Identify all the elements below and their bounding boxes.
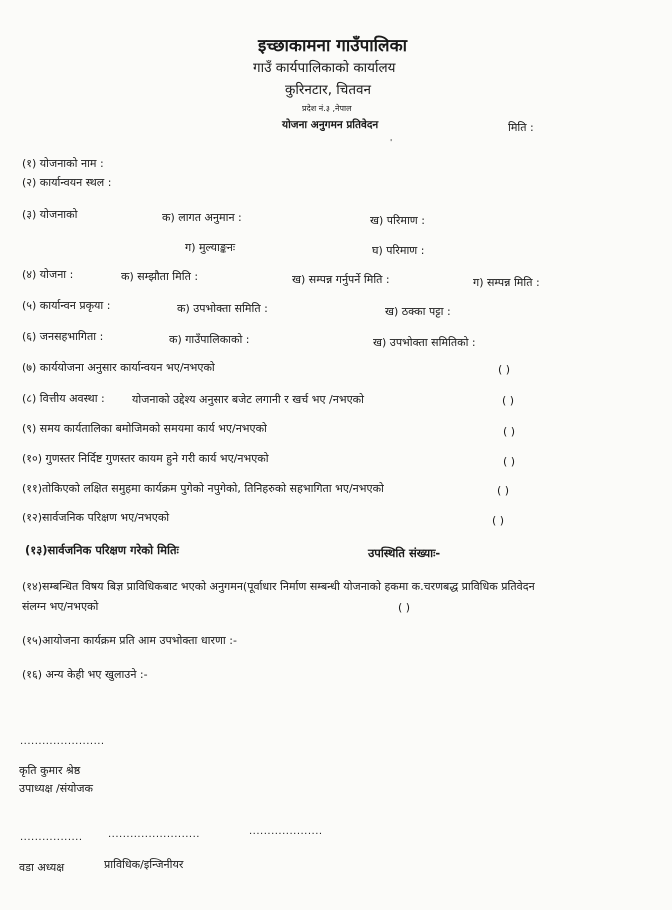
signature-line-technical: ......................... [108,829,200,840]
signer-name: कृति कुमार श्रेष्ठ [19,764,81,777]
check-12: ( ) [492,514,505,527]
field-project: (३) योजनाको [22,208,78,221]
field-other: (१६) अन्य केही भए खुलाउने :- [22,668,148,681]
field-expert-monitoring: (१४)सम्बन्धित विषय बिज्ञ प्राविधिकबाट भएको अनुगमन(पूर्वाधार निर्माण सम्बन्धी योजनाको हकमा क.चरणबद्ध प्राविधिक प्रतिवेदन [22,580,535,593]
signer-role: उपाध्यक्ष /संयोजक [19,782,94,795]
field-expert-attached: संलग्न भए/नभएको [22,600,99,613]
signature-line-third: .................... [249,826,323,837]
field-valuation: ग) मुल्याङ्कनः [185,241,236,254]
field-quantity-2: घ) परिमाण : [372,244,425,257]
field-completion-date: ग) सम्पन्न मिति : [473,276,540,289]
field-implementation-process: (५) कार्यान्वन प्रकृया : [22,299,111,312]
check-7: ( ) [498,363,511,376]
report-title: योजना अनुगमन प्रतिवेदन [282,119,379,131]
field-implementation-site: (२) कार्यान्वयन स्थल : [22,176,112,189]
check-10: ( ) [503,455,516,468]
field-project-dates: (४) योजना : [22,268,74,281]
field-agreement-date: क) सम्झौता मिति : [121,270,199,283]
field-cost-estimate: क) लागत अनुमान : [162,211,242,224]
signature-line-chair: ....................... [20,736,105,747]
field-schedule: (९) समय कार्यतालिका बमोजिमको समयमा कार्य भए/नभएको [22,422,267,435]
field-quality: (१०) गुणस्तर निर्दिष्ट गुणस्तर कायम हुने गरी कार्य भए/नभएको [22,452,269,465]
field-public-participation: (६) जनसहभागिता : [22,330,104,343]
field-municipality-share: क) गाउँपालिकाको : [169,333,250,346]
check-14: ( ) [398,601,411,614]
signature-line-ward: ................. [20,832,83,843]
field-project-name: (१) योजनाको नाम : [22,157,104,170]
field-attendance: उपस्थिति संख्याः- [368,546,441,560]
field-quantity-1: ख) परिमाण : [370,214,425,227]
ward-chair-label: वडा अध्यक्ष [19,861,65,874]
field-audit-date: (१३)सार्वजनिक परिक्षण गरेको मितिः [25,543,179,557]
technical-label: प्राविधिक/इन्जिनीयर [104,858,184,871]
field-committee-share: ख) उपभोक्ता समितिको : [373,336,476,349]
field-consumer-opinion: (१५)आयोजना कार्यक्रम प्रति आम उपभोक्ता धारणा :- [22,634,237,647]
field-financial-text: योजनाको उद्देश्य अनुसार बजेट लगानी र खर्च भए /नभएको [132,393,364,406]
field-public-audit: (१२)सार्वजनिक परिक्षण भए/नभएको [22,511,170,524]
municipality-title: इच्छाकामना गाउँपालिका [258,36,408,56]
field-consumer-committee: क) उपभोक्ता समिति : [177,302,268,315]
date-label: मिति : [508,121,534,134]
field-target-group: (११)तोकिएको लक्षित समुहमा कार्यक्रम पुगेको नपुगेको, तिनिहरुको सहभागिता भए/नभएको [22,482,384,495]
field-contract: ख) ठक्का पट्टा : [385,305,451,318]
office-name: गाउँ कार्यपालिकाको कार्यालय [253,60,396,76]
stray-mark: ' [390,138,393,147]
check-8: ( ) [502,394,515,407]
check-11: ( ) [497,484,510,497]
office-location: कुरिनटार, चितवन [285,82,372,98]
province-label: प्रदेश नं.३ ,नेपाल [302,104,352,113]
check-9: ( ) [503,425,516,438]
field-financial-status: (८) वित्तीय अवस्था : [22,392,105,405]
field-due-date: ख) सम्पन्न गर्नुपर्ने मिति : [292,273,390,286]
field-plan-implementation: (७) कार्ययोजना अनुसार कार्यान्वयन भए/नभएको [22,361,215,374]
